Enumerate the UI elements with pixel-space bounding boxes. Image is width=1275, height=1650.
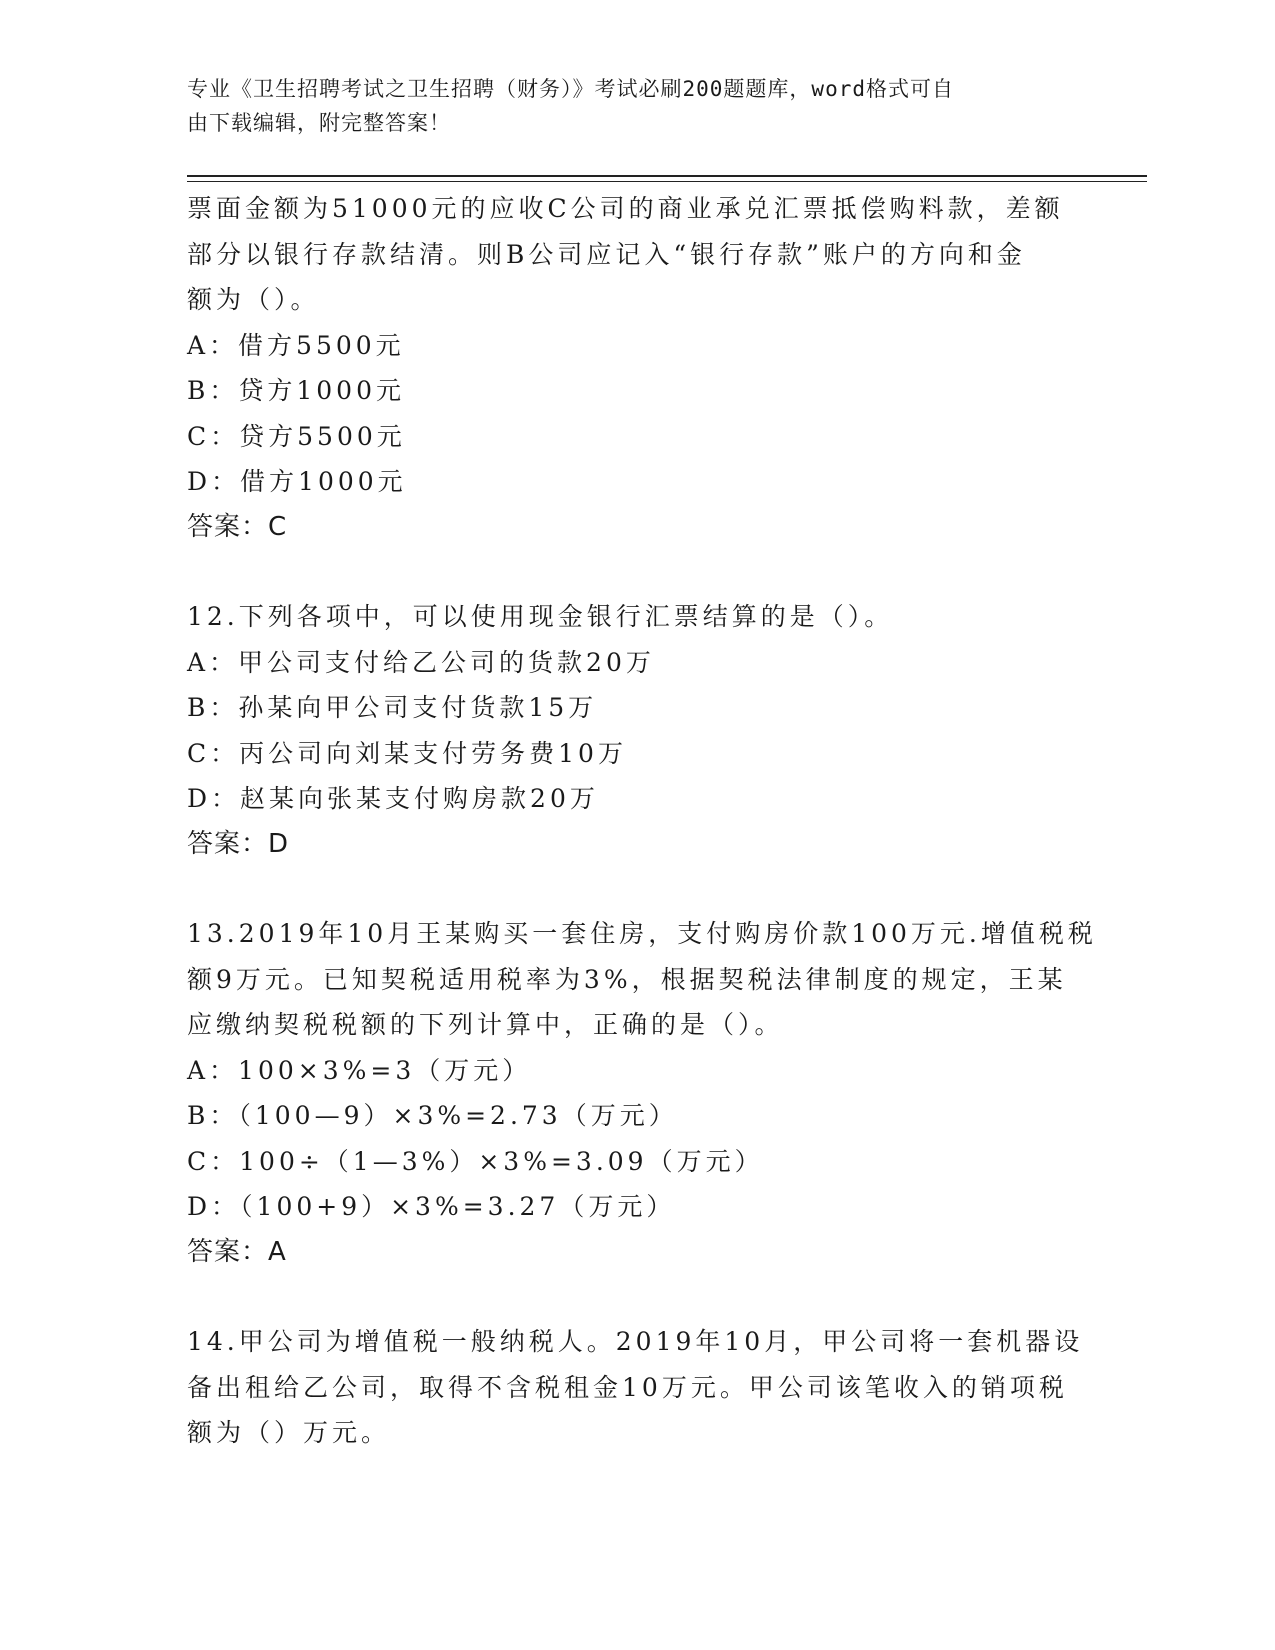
answer-label: 答案：C xyxy=(187,511,288,542)
option-b: B：孙某向甲公司支付货款15万 xyxy=(187,693,598,722)
document-header xyxy=(187,72,1067,140)
question-stem-line: 13.2019年10月王某购买一套住房，支付购房价款100万元.增值税税 xyxy=(187,919,1097,948)
header-line-1: 专业《卫生招聘考试之卫生招聘（财务）》考试必刷200题题库，word格式可自 xyxy=(187,77,954,101)
question-stem-line: 额为（）。 xyxy=(187,285,320,314)
option-d: D：借方1000元 xyxy=(187,467,407,496)
question-spacer xyxy=(187,867,1087,911)
question-stem-line: 应缴纳契税税额的下列计算中，正确的是（）。 xyxy=(187,1010,784,1039)
question-stem-line: 14.甲公司为增值税一般纳税人。2019年10月，甲公司将一套机器设 xyxy=(187,1327,1084,1356)
question-stem-line: 部分以银行存款结清。则B公司应记入“银行存款”账户的方向和金 xyxy=(187,239,1026,269)
option-d: D：（100+9）×3%=3.27（万元） xyxy=(187,1192,676,1221)
question-stem-line: 额为（）万元。 xyxy=(187,1418,391,1447)
header-line-2: 由下载编辑，附完整答案！ xyxy=(187,111,451,135)
header-divider-thin xyxy=(187,181,1147,182)
question-stem-line: 额9万元。已知契税适用税率为3%，根据契税法律制度的规定，王某 xyxy=(187,964,1067,994)
answer-label: 答案：A xyxy=(187,1236,287,1267)
option-a: A：借方5500元 xyxy=(187,330,405,360)
option-c: C：贷方5500元 xyxy=(187,421,406,451)
option-b: B：贷方1000元 xyxy=(187,376,405,405)
header-divider-thick xyxy=(187,175,1147,177)
question-spacer xyxy=(187,1275,1087,1319)
question-stem-line: 12.下列各项中，可以使用现金银行汇票结算的是（）。 xyxy=(187,602,894,631)
answer-label: 答案：D xyxy=(187,828,290,859)
question-stem-line: 备出租给乙公司，取得不含税租金10万元。甲公司该笔收入的销项税 xyxy=(187,1372,1068,1402)
question-spacer xyxy=(187,550,1087,594)
option-a: A：100×3%=3（万元） xyxy=(187,1055,532,1085)
option-b: B：（100—9）×3%=2.73（万元） xyxy=(187,1101,678,1130)
option-d: D：赵某向张某支付购房款20万 xyxy=(187,784,599,813)
question-14 xyxy=(187,1319,1087,1456)
question-13 xyxy=(187,911,1097,1275)
question-stem-line: 票面金额为51000元的应收C公司的商业承兑汇票抵偿购料款，差额 xyxy=(187,194,1064,223)
option-c: C：丙公司向刘某支付劳务费10万 xyxy=(187,738,627,768)
option-a: A：甲公司支付给乙公司的货款20万 xyxy=(187,647,655,677)
question-12 xyxy=(187,594,1087,867)
document-body xyxy=(187,186,1097,1456)
option-c: C：100÷（1—3%）×3%=3.09（万元） xyxy=(187,1146,764,1176)
question-11 xyxy=(187,186,1087,550)
